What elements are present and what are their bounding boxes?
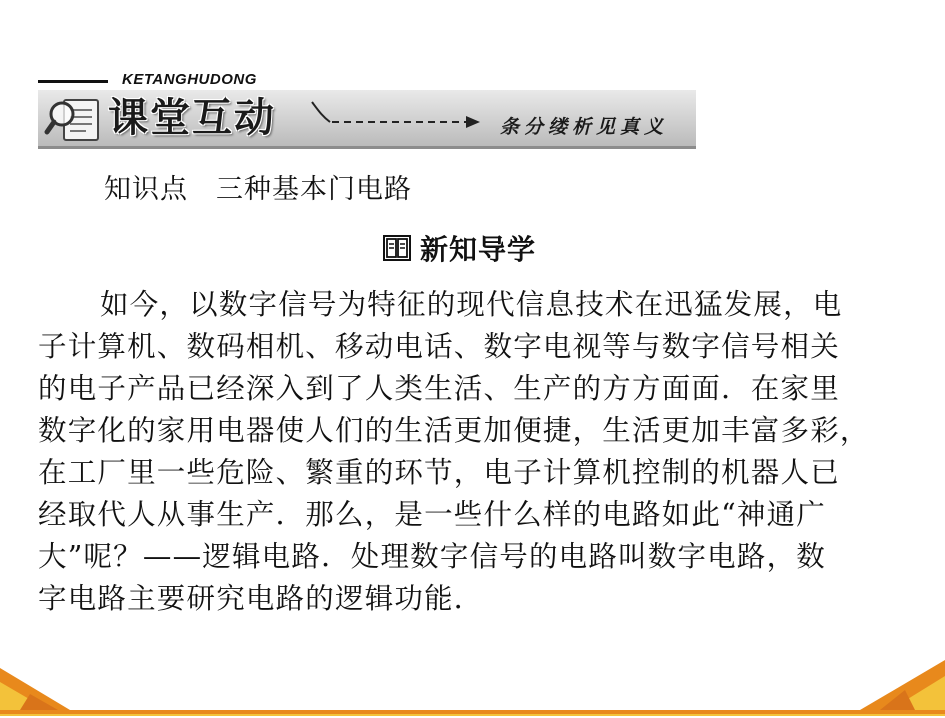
dashed-arrow-icon (308, 100, 488, 140)
banner-pinyin: KETANGHUDONG (122, 71, 257, 88)
topic-heading: 知识点 三种基本门电路 (104, 174, 412, 205)
paragraph-line: 数字化的家用电器使人们的生活更加便捷，生活更加丰富多彩， (38, 414, 870, 447)
footer-strip (0, 710, 945, 714)
banner-title: 课堂互动 (108, 95, 276, 141)
paragraph-line: 在工厂里一些危险、繁重的环节，电子计算机控制的机器人已 (38, 456, 840, 489)
paragraph-line: 大”呢？——逻辑电路．处理数字信号的电路叫数字电路，数 (38, 540, 826, 573)
footer-strip-light (0, 714, 945, 716)
open-book-icon (382, 233, 412, 263)
banner-divider (38, 146, 696, 149)
body-paragraph (38, 284, 918, 620)
paragraph-line: 经取代人从事生产．那么，是一些什么样的电路如此“神通广 (38, 498, 826, 531)
section-title: 新知导学 (420, 233, 537, 266)
footer-decoration (0, 650, 945, 718)
paragraph-line: 字电路主要研究电路的逻辑功能． (38, 582, 484, 615)
paragraph-line: 子计算机、数码相机、移动电话、数字电视等与数字信号相关 (38, 330, 840, 363)
banner-motto: 条分缕析见真义 (500, 116, 669, 138)
magnifier-book-icon (44, 92, 108, 144)
section-heading (382, 228, 536, 268)
paragraph-line: 的电子产品已经深入到了人类生活、生产的方方面面．在家里 (38, 372, 840, 405)
paragraph-line: 如今，以数字信号为特征的现代信息技术在迅猛发展，电 (100, 288, 843, 321)
banner-top-rule (38, 80, 108, 83)
section-banner (0, 0, 945, 160)
